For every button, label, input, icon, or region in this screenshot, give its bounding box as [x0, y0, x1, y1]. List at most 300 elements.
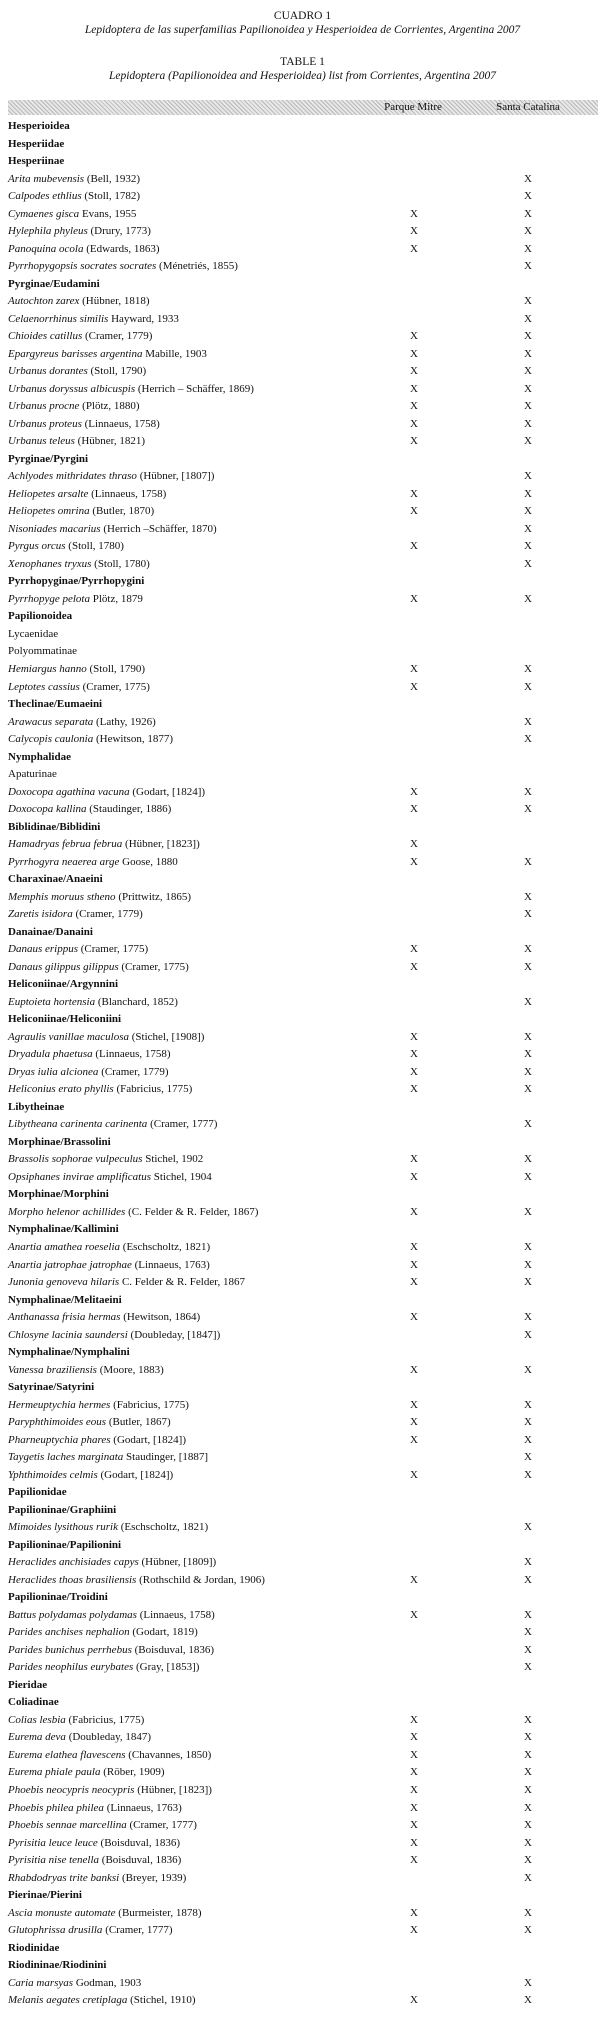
scientific-name: Brassolis sophorae vulpeculus: [8, 1153, 143, 1166]
species-row: [8, 1046, 598, 1064]
taxon-heading-row: [8, 608, 598, 626]
author-citation: (Godart, [1824]): [129, 785, 206, 798]
santa-catalina-mark: X: [524, 1153, 532, 1166]
species-row: [8, 1747, 598, 1765]
author-citation: (Godart, [1824]): [110, 1433, 186, 1446]
scientific-name: Hermeuptychia hermes: [8, 1398, 111, 1411]
species-row: [8, 1607, 598, 1625]
species-row: [8, 1800, 598, 1818]
scientific-name: Hemiargus hanno: [8, 662, 87, 675]
santa-catalina-mark: X: [524, 1363, 532, 1376]
santa-catalina-mark: X: [524, 1661, 532, 1674]
species-name-cell: [8, 1554, 216, 1572]
species-name-cell: [8, 1729, 151, 1747]
scientific-name: Heraclides thoas brasiliensis: [8, 1573, 137, 1586]
scientific-name: Achlyodes mithridates thraso: [8, 470, 137, 483]
species-name-cell: [8, 1975, 141, 1993]
species-row: [8, 941, 598, 959]
taxon-heading-row: [8, 1537, 598, 1555]
species-row: [8, 1397, 598, 1415]
taxon-heading: Nymphalinae/Kallimini: [8, 1223, 119, 1236]
taxon-heading: Charaxinae/Anaeini: [8, 873, 103, 886]
species-name-cell: [8, 1204, 258, 1222]
taxon-heading: Theclinae/Eumaeini: [8, 698, 103, 711]
author-citation: Staudinger, [1887]: [123, 1451, 209, 1464]
santa-catalina-mark: X: [524, 1083, 532, 1096]
species-name-cell: [8, 1169, 212, 1187]
author-citation: (Linnaeus, 1758): [81, 417, 160, 430]
species-row: [8, 1414, 598, 1432]
santa-catalina-mark: X: [524, 715, 532, 728]
parque-mitre-mark: X: [410, 1311, 418, 1324]
santa-catalina-mark: X: [524, 330, 532, 343]
parque-mitre-mark: X: [410, 960, 418, 973]
species-row: [8, 486, 598, 504]
santa-catalina-mark: X: [524, 470, 532, 483]
scientific-name: Anartia jatrophae jatrophae: [8, 1258, 132, 1271]
species-row: [8, 801, 598, 819]
scientific-name: Yphthimoides celmis: [8, 1468, 98, 1481]
scientific-name: Melanis aegates cretiplaga: [8, 1994, 128, 2007]
author-citation: (Doubleday, 1847): [65, 1731, 152, 1744]
author-citation: (Stoll, 1780): [65, 540, 124, 553]
santa-catalina-mark: X: [524, 1994, 532, 2007]
scientific-name: Chioides catillus: [8, 330, 83, 343]
taxon-heading: Nymphalinae/Melitaeini: [8, 1293, 122, 1306]
scientific-name: Urbanus dorantes: [8, 365, 88, 378]
santa-catalina-mark: X: [524, 785, 532, 798]
scientific-name: Pyrisitia nise tenella: [8, 1854, 100, 1867]
species-row: [8, 258, 598, 276]
species-row: [8, 1204, 598, 1222]
author-citation: (Stoll, 1790): [87, 365, 147, 378]
species-name-cell: [8, 328, 152, 346]
santa-catalina-mark: X: [524, 1048, 532, 1061]
taxon-heading: Hesperiinae: [8, 155, 65, 168]
author-citation: Godman, 1903: [73, 1976, 142, 1989]
column-header-parque-mitre: Parque Mitre: [384, 101, 442, 113]
taxon-heading-row: [8, 1099, 598, 1117]
species-name-cell: [8, 311, 179, 329]
species-row: [8, 1992, 598, 2010]
species-name-cell: [8, 1607, 215, 1625]
scientific-name: Euptoieta hortensia: [8, 995, 96, 1008]
author-citation: (Doubleday, [1847]): [127, 1328, 221, 1341]
santa-catalina-mark: X: [524, 1328, 532, 1341]
taxon-heading: Libytheinae: [8, 1100, 65, 1113]
scientific-name: Morpho helenor achillides: [8, 1205, 126, 1218]
parque-mitre-mark: X: [410, 803, 418, 816]
santa-catalina-mark: X: [524, 365, 532, 378]
parque-mitre-mark: X: [410, 1731, 418, 1744]
species-row: [8, 381, 598, 399]
santa-catalina-mark: X: [524, 1801, 532, 1814]
taxon-heading-row: [8, 1186, 598, 1204]
scientific-name: Ascia monuste automate: [8, 1906, 116, 1919]
author-citation: (Eschscholtz, 1821): [120, 1241, 211, 1253]
author-citation: (Linnaeus, 1758): [136, 1608, 215, 1621]
santa-catalina-mark: X: [524, 890, 532, 903]
santa-catalina-mark: X: [524, 172, 532, 185]
author-citation: (Stoll, 1780): [91, 557, 150, 570]
santa-catalina-mark: X: [524, 540, 532, 553]
author-citation: (Stichel, [1908]): [129, 1030, 205, 1043]
species-name-cell: [8, 1992, 196, 2010]
taxon-heading-row: [8, 1292, 598, 1310]
species-row: [8, 1432, 598, 1450]
species-name-cell: [8, 1064, 169, 1082]
species-name-cell: [8, 1274, 245, 1292]
santa-catalina-mark: X: [524, 803, 532, 816]
author-citation: Hayward, 1933: [108, 312, 179, 325]
parque-mitre-mark: X: [410, 1468, 418, 1481]
author-citation: (Linnaeus, 1763): [103, 1801, 182, 1814]
scientific-name: Cymaenes gisca: [8, 207, 80, 220]
taxon-heading: Heliconiinae/Heliconiini: [8, 1013, 122, 1026]
taxon-heading-row: [8, 1677, 598, 1695]
scientific-name: Memphis moruus stheno: [8, 890, 116, 903]
scientific-name: Phoebis neocypris neocypris: [8, 1783, 135, 1796]
species-row: [8, 171, 598, 189]
santa-catalina-mark: X: [524, 1573, 532, 1586]
species-row: [8, 1729, 598, 1747]
scientific-name: Pharneuptychia phares: [8, 1433, 111, 1446]
scientific-name: Eurema elathea flavescens: [8, 1748, 126, 1761]
santa-catalina-mark: X: [524, 1276, 532, 1289]
species-row: [8, 206, 598, 224]
santa-catalina-mark: X: [524, 1783, 532, 1796]
scientific-name: Heliopetes arsalte: [8, 487, 89, 500]
species-row: [8, 1467, 598, 1485]
column-header-santa-catalina: Santa Catalina: [496, 101, 560, 113]
species-name-cell: [8, 1659, 199, 1677]
scientific-name: Panoquina ocola: [8, 242, 84, 255]
parque-mitre-mark: X: [410, 592, 418, 605]
parque-mitre-mark: X: [410, 505, 418, 518]
species-name-cell: [8, 1747, 211, 1765]
species-row: [8, 1554, 598, 1572]
author-citation: Stichel, 1902: [142, 1153, 204, 1166]
taxon-heading: Lycaenidae: [8, 627, 59, 640]
species-name-cell: [8, 1257, 210, 1275]
species-name-cell: [8, 363, 146, 381]
species-row: [8, 1519, 598, 1537]
author-citation: (Hübner, 1821): [74, 435, 146, 448]
santa-catalina-mark: X: [524, 1819, 532, 1832]
species-row: [8, 1852, 598, 1870]
scientific-name: Doxocopa agathina vacuna: [8, 785, 130, 798]
parque-mitre-mark: X: [410, 1713, 418, 1726]
taxon-heading-row: [8, 766, 598, 784]
santa-catalina-mark: X: [524, 733, 532, 746]
taxon-heading-row: [8, 626, 598, 644]
author-citation: C. Felder & R. Felder, 1867: [119, 1276, 245, 1289]
author-citation: (Cramer, 1779): [82, 330, 153, 343]
species-row: [8, 1764, 598, 1782]
parque-mitre-mark: X: [410, 242, 418, 255]
author-citation: Mabille, 1903: [142, 347, 207, 360]
species-row: [8, 398, 598, 416]
parque-mitre-mark: X: [410, 1924, 418, 1937]
species-name-cell: [8, 486, 166, 504]
species-name-cell: [8, 241, 160, 259]
species-row: [8, 1257, 598, 1275]
scientific-name: Libytheana carinenta carinenta: [8, 1118, 148, 1131]
scientific-name: Calycopis caulonia: [8, 733, 94, 746]
santa-catalina-mark: X: [524, 347, 532, 360]
author-citation: (Plötz, 1880): [79, 400, 140, 413]
species-row: [8, 1905, 598, 1923]
taxon-heading-row: [8, 924, 598, 942]
author-citation: (Hübner, [1823]): [122, 838, 200, 851]
scientific-name: Zaretis isidora: [8, 908, 73, 921]
taxon-heading-row: [8, 819, 598, 837]
species-row: [8, 293, 598, 311]
parque-mitre-mark: X: [410, 1170, 418, 1183]
taxon-heading: Heliconiinae/Argynnini: [8, 978, 119, 991]
author-citation: Stichel, 1904: [151, 1170, 212, 1183]
santa-catalina-mark: X: [524, 1416, 532, 1429]
taxon-heading: Hesperioidea: [8, 120, 70, 132]
author-citation: (Fabricius, 1775): [110, 1398, 189, 1411]
author-citation: (Linnaeus, 1758): [88, 487, 167, 500]
scientific-name: Urbanus teleus: [8, 435, 75, 448]
scientific-name: Junonia genoveva hilaris: [8, 1276, 120, 1289]
santa-catalina-mark: X: [524, 1398, 532, 1411]
author-citation: (Edwards, 1863): [83, 242, 160, 255]
parque-mitre-mark: X: [410, 1398, 418, 1411]
santa-catalina-mark: X: [524, 1713, 532, 1726]
taxon-heading: Hesperiidae: [8, 137, 65, 150]
taxon-heading-row: [8, 573, 598, 591]
species-name-cell: [8, 258, 238, 276]
taxon-heading: Nymphalinae/Nymphalini: [8, 1346, 130, 1359]
species-name-cell: [8, 1362, 164, 1380]
species-row: [8, 556, 598, 574]
santa-catalina-mark: X: [524, 1766, 532, 1779]
species-row: [8, 1116, 598, 1134]
species-row: [8, 1327, 598, 1345]
scientific-name: Pyrrhopyge pelota: [8, 592, 90, 605]
species-name-cell: [8, 1046, 171, 1064]
scientific-name: Battus polydamas polydamas: [8, 1608, 137, 1621]
scientific-name: Xenophanes tryxus: [8, 557, 92, 570]
santa-catalina-mark: X: [524, 312, 532, 325]
author-citation: (Röber, 1909): [100, 1766, 165, 1779]
author-citation: (Cramer, 1775): [118, 960, 189, 973]
taxon-heading: Pyrginae/Eudamini: [8, 277, 100, 290]
taxon-heading-row: [8, 1502, 598, 1520]
species-row: [8, 468, 598, 486]
author-citation: (Boisduval, 1836): [131, 1643, 215, 1656]
author-citation: (Godart, 1819): [129, 1626, 198, 1639]
scientific-name: Mimoides lysithous rurik: [8, 1521, 118, 1534]
species-name-cell: [8, 1712, 144, 1730]
taxon-heading-row: [8, 1221, 598, 1239]
species-row: [8, 714, 598, 732]
parque-mitre-mark: X: [410, 1748, 418, 1761]
santa-catalina-mark: X: [524, 1241, 532, 1253]
parque-mitre-mark: X: [410, 1416, 418, 1429]
taxon-heading-row: [8, 1940, 598, 1958]
author-citation: (Cramer, 1779): [98, 1065, 169, 1078]
species-name-cell: [8, 1414, 171, 1432]
parque-mitre-mark: X: [410, 1994, 418, 2007]
taxon-heading: Satyrinae/Satyrini: [8, 1381, 95, 1394]
species-row: [8, 1572, 598, 1590]
species-row: [8, 1659, 598, 1677]
santa-catalina-mark: X: [524, 1976, 532, 1989]
species-table-body: [8, 118, 598, 2010]
author-citation: (Gray, [1853]): [133, 1661, 200, 1674]
parque-mitre-mark: X: [410, 1819, 418, 1832]
scientific-name: Parides bunichus perrhebus: [8, 1643, 132, 1656]
parque-mitre-mark: X: [410, 1906, 418, 1919]
species-name-cell: [8, 521, 217, 539]
author-citation: (Bell, 1932): [84, 172, 140, 185]
parque-mitre-mark: X: [410, 662, 418, 675]
species-row: [8, 959, 598, 977]
scientific-name: Eurema phiale paula: [8, 1766, 101, 1779]
scientific-name: Taygetis laches marginata: [8, 1451, 124, 1464]
santa-catalina-mark: X: [524, 242, 532, 255]
table-label: TABLE 1: [280, 56, 325, 68]
species-row: [8, 854, 598, 872]
santa-catalina-mark: X: [524, 1924, 532, 1937]
species-name-cell: [8, 1905, 202, 1923]
species-name-cell: [8, 1782, 212, 1800]
scientific-name: Phoebis philea philea: [8, 1801, 104, 1814]
species-row: [8, 679, 598, 697]
author-citation: (Godart, [1824]): [97, 1468, 174, 1481]
species-name-cell: [8, 784, 205, 802]
species-name-cell: [8, 1432, 186, 1450]
species-name-cell: [8, 906, 143, 924]
species-name-cell: [8, 381, 254, 399]
scientific-name: Doxocopa kallina: [8, 803, 87, 816]
taxon-heading-row: [8, 1957, 598, 1975]
scientific-name: Glutophrissa drusilla: [8, 1924, 103, 1937]
taxon-heading: Pyrrhopyginae/Pyrrhopygini: [8, 575, 145, 588]
parque-mitre-mark: X: [410, 1241, 418, 1253]
author-citation: Evans, 1955: [79, 207, 137, 220]
parque-mitre-mark: X: [410, 1801, 418, 1814]
santa-catalina-mark: X: [524, 1906, 532, 1919]
scientific-name: Phoebis sennae marcellina: [8, 1819, 127, 1832]
santa-catalina-mark: X: [524, 382, 532, 395]
santa-catalina-mark: X: [524, 557, 532, 570]
santa-catalina-mark: X: [524, 1556, 532, 1569]
author-citation: (Boisduval, 1836): [97, 1836, 180, 1849]
author-citation: (Eschscholtz, 1821): [118, 1521, 209, 1534]
species-name-cell: [8, 1800, 182, 1818]
species-name-cell: [8, 1624, 198, 1642]
species-name-cell: [8, 1449, 208, 1467]
scientific-name: Epargyreus barisses argentina: [8, 347, 143, 360]
species-name-cell: [8, 1642, 214, 1660]
taxon-heading-row: [8, 1379, 598, 1397]
santa-catalina-mark: X: [524, 1468, 532, 1481]
taxon-heading: Danainae/Danaini: [8, 925, 93, 938]
santa-catalina-mark: X: [524, 680, 532, 693]
table-title: Lepidoptera (Papilionoidea and Hesperioidea) list from Corrientes, Argentina 2007: [108, 70, 497, 82]
santa-catalina-mark: X: [524, 435, 532, 448]
santa-catalina-mark: X: [524, 1118, 532, 1131]
author-citation: (Breyer, 1939): [119, 1871, 187, 1884]
scientific-name: Pyrrhogyra neaerea arge: [8, 855, 120, 868]
species-row: [8, 1029, 598, 1047]
author-citation: (Moore, 1883): [96, 1363, 164, 1376]
author-citation: (Cramer, 1777): [102, 1924, 173, 1937]
taxon-heading: Nymphalidae: [8, 750, 71, 763]
species-row: [8, 661, 598, 679]
species-name-cell: [8, 889, 191, 907]
santa-catalina-mark: X: [524, 908, 532, 921]
author-citation: (Chavannes, 1850): [125, 1748, 212, 1761]
species-row: [8, 1449, 598, 1467]
parque-mitre-mark: X: [410, 1836, 418, 1849]
taxon-heading: Papilioninae/Graphiini: [8, 1503, 117, 1516]
parque-mitre-mark: X: [410, 435, 418, 448]
taxon-heading-row: [8, 1887, 598, 1905]
taxon-heading-row: [8, 871, 598, 889]
parque-mitre-mark: X: [410, 1065, 418, 1078]
scientific-name: Pyrisitia leuce leuce: [8, 1836, 98, 1849]
author-citation: (Lathy, 1926): [93, 715, 156, 728]
species-row: [8, 1870, 598, 1888]
taxon-heading: Pyrginae/Pyrgini: [8, 452, 89, 465]
species-name-cell: [8, 714, 156, 732]
parque-mitre-mark: X: [410, 855, 418, 868]
author-citation: (Hübner, 1818): [79, 295, 150, 308]
author-citation: (Prittwitz, 1865): [115, 890, 192, 903]
species-name-cell: [8, 1327, 220, 1345]
scientific-name: Arawacus separata: [8, 715, 94, 728]
santa-catalina-mark: X: [524, 522, 532, 535]
scientific-name: Heliconius erato phyllis: [8, 1083, 114, 1096]
santa-catalina-mark: X: [524, 1065, 532, 1078]
species-row: [8, 1817, 598, 1835]
species-name-cell: [8, 959, 189, 977]
taxon-heading-row: [8, 749, 598, 767]
santa-catalina-mark: X: [524, 1836, 532, 1849]
species-name-cell: [8, 661, 145, 679]
scientific-name: Danaus erippus: [8, 943, 78, 956]
taxon-heading: Riodininae/Riodinini: [8, 1959, 107, 1972]
species-row: [8, 241, 598, 259]
santa-catalina-mark: X: [524, 592, 532, 605]
scientific-name: Celaenorrhinus similis: [8, 312, 109, 325]
parque-mitre-mark: X: [410, 487, 418, 500]
santa-catalina-mark: X: [524, 1433, 532, 1446]
parque-mitre-mark: X: [410, 540, 418, 553]
species-name-cell: [8, 293, 150, 311]
santa-catalina-mark: X: [524, 1170, 532, 1183]
species-row: [8, 416, 598, 434]
santa-catalina-mark: X: [524, 960, 532, 973]
scientific-name: Vanessa braziliensis: [8, 1363, 97, 1376]
species-name-cell: [8, 1397, 189, 1415]
santa-catalina-mark: X: [524, 1451, 532, 1464]
taxon-heading-row: [8, 976, 598, 994]
author-citation: (C. Felder & R. Felder, 1867): [125, 1205, 259, 1218]
taxon-heading: Papilioninae/Papilionini: [8, 1538, 122, 1551]
santa-catalina-mark: X: [524, 1521, 532, 1534]
santa-catalina-mark: X: [524, 295, 532, 308]
species-row: [8, 1922, 598, 1940]
taxon-heading-row: [8, 1134, 598, 1152]
species-name-cell: [8, 468, 214, 486]
